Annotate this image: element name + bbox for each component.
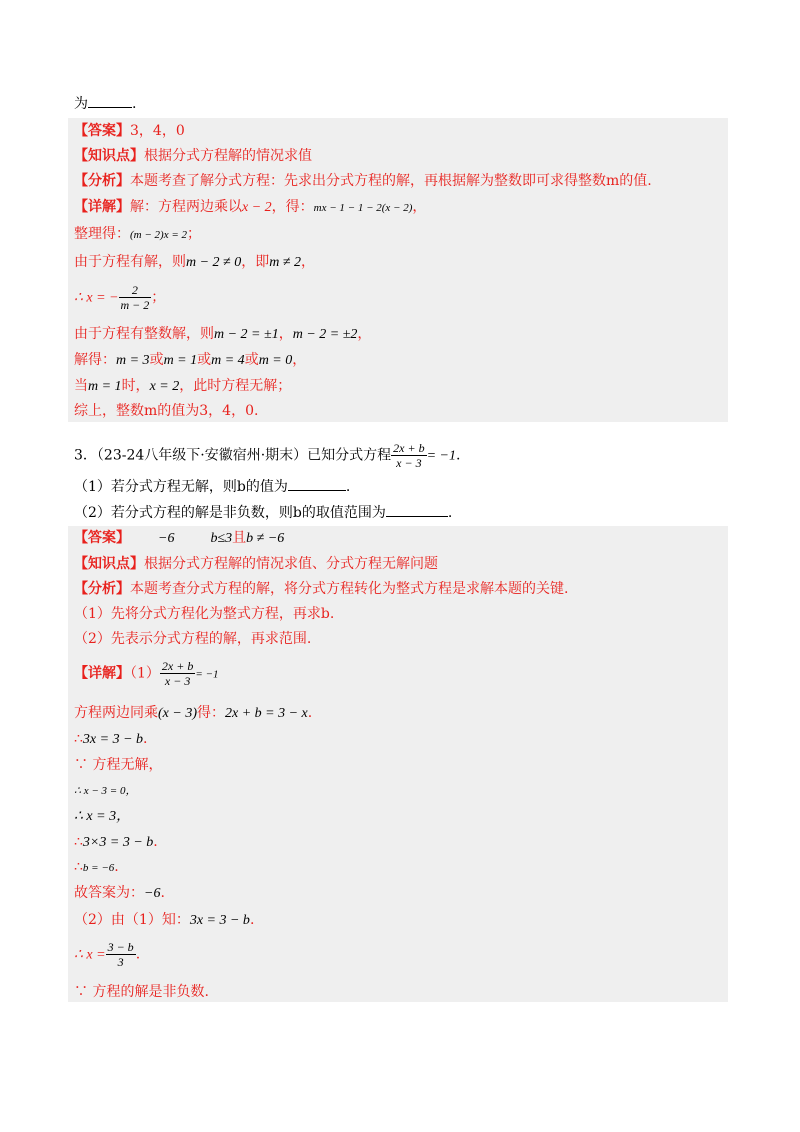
analysis-line [74, 578, 568, 600]
text: 或 [149, 352, 164, 368]
question-3 [74, 441, 460, 470]
text: 且 [232, 530, 247, 546]
text: . [153, 834, 158, 850]
text: ， [292, 352, 307, 368]
math: m − 2 ≠ 0 [186, 255, 242, 270]
detail-line-5 [74, 323, 371, 346]
text: . [160, 885, 165, 901]
answer-tag: 【答案】 [74, 530, 130, 546]
text: . [114, 859, 119, 875]
text: ∴ [74, 834, 83, 850]
math: (m − 2)x = 2 [130, 229, 187, 241]
detail-line-3 [74, 754, 162, 776]
text: 由于方程有整数解，则 [74, 326, 214, 342]
text: 故答案为： [74, 885, 144, 901]
blank [288, 476, 346, 491]
knowledge-line [74, 145, 312, 167]
text: （1） [130, 665, 160, 682]
analysis-text: 本题考查了解分式方程：先求出分式方程的解，再根据解为整数即可求得整数m的值. [130, 173, 652, 189]
blank [88, 93, 132, 108]
text: ∴ [74, 859, 83, 875]
math: ∴ x = [74, 947, 106, 963]
detail-line-7 [74, 375, 291, 398]
math: m = 1 [163, 353, 198, 368]
fraction [119, 283, 152, 312]
text: 得： [197, 705, 225, 721]
analysis-tag: 【分析】 [74, 173, 130, 189]
detail-line-1 [74, 196, 426, 219]
text: ∵ 方程无解， [74, 757, 163, 773]
detail-line-9 [74, 909, 254, 932]
text: . [132, 96, 137, 112]
math: x = 2 [149, 379, 180, 394]
detail-line-3 [74, 251, 315, 274]
knowledge-text: 根据分式方程解的情况求值、分式方程无解问题 [144, 556, 438, 572]
detail-tag: 【详解】 [74, 199, 130, 215]
numerator: 2 [119, 283, 152, 298]
text: . [143, 731, 148, 747]
numerator: 2x + b [393, 441, 425, 455]
detail-line-5 [74, 805, 130, 828]
detail-line-10 [74, 940, 140, 969]
math: ∴ x = 3， [74, 809, 131, 824]
answer-tag: 【答案】 [74, 123, 130, 139]
text: ， [412, 199, 427, 215]
question-3-part-1 [74, 476, 350, 498]
fraction [160, 659, 195, 688]
fraction [391, 441, 426, 470]
denominator: 3 [117, 955, 124, 969]
text: 方程两边同乘 [74, 705, 158, 721]
text: ； [187, 226, 201, 242]
math: −6 [144, 886, 161, 901]
analysis-line [74, 170, 652, 192]
detail-tag: 【详解】 [74, 665, 130, 682]
text: 当 [74, 378, 88, 394]
math: = −1 [195, 668, 219, 681]
knowledge-tag: 【知识点】 [74, 148, 144, 164]
text: ， [301, 254, 316, 270]
text: 3．（23-24八年级下·安徽宿州·期末）已知分式方程 [74, 447, 392, 464]
detail-line-11 [74, 981, 209, 1003]
math: = −1 [426, 448, 457, 464]
math: b ≠ −6 [246, 531, 285, 546]
text: 由于方程有解，则 [74, 254, 186, 270]
analysis-tag: 【分析】 [74, 581, 130, 597]
text: . [447, 505, 453, 521]
text: ∵ 方程的解是非负数. [74, 984, 209, 1000]
detail-line-2 [74, 223, 201, 246]
knowledge-text: 根据分式方程解的情况求值 [144, 148, 312, 164]
text: 为 [74, 96, 88, 112]
denominator: x − 3 [396, 456, 422, 470]
math: m = 3 [116, 353, 150, 368]
text: ，得： [271, 199, 314, 215]
text: （1）若分式方程无解，则b的值为 [74, 479, 288, 495]
text: 时， [121, 378, 150, 394]
detail-line-4 [74, 283, 165, 312]
answer-line [74, 120, 185, 142]
math: (x − 3) [158, 706, 197, 721]
math: b≤3 [210, 531, 233, 546]
detail-line-6 [74, 831, 158, 854]
text: 或 [244, 352, 259, 368]
math: m = 1 [88, 379, 122, 394]
text: . [135, 946, 141, 963]
text: ，即 [241, 254, 270, 270]
text: . [307, 705, 313, 721]
text: ， [357, 326, 372, 342]
text: . [249, 912, 255, 928]
text: ， [278, 326, 293, 342]
blank [386, 502, 448, 517]
detail-line-8 [74, 400, 258, 422]
carryover-line [74, 93, 136, 115]
text: 或 [197, 352, 212, 368]
text: . [345, 479, 351, 495]
detail-line-6 [74, 349, 306, 372]
math: −6 [158, 531, 175, 546]
math: 2x + b = 3 − x [225, 706, 308, 721]
text: 整理得： [74, 226, 130, 242]
numerator: 3 − b [107, 940, 134, 954]
knowledge-line [74, 553, 438, 575]
math: m ≠ 2 [269, 255, 302, 270]
denominator: x − 3 [164, 674, 191, 688]
math: m = 0 [258, 353, 293, 368]
text: （1）先将分式方程化为整式方程，再求b. [74, 606, 335, 622]
detail-line-4 [74, 779, 136, 802]
text: （2）先表示分式方程的解，再求范围. [74, 631, 312, 647]
text: （2）若分式方程的解是非负数，则b的取值范围为 [74, 505, 386, 521]
math: m − 2 = ±2 [292, 327, 358, 342]
knowledge-tag: 【知识点】 [74, 556, 144, 572]
math: 3×3 = 3 − b [82, 835, 154, 850]
math: mx − 1 − 1 − 2(x − 2) [313, 202, 413, 214]
numerator: 2x + b [161, 659, 194, 673]
math: x − 2 [242, 200, 272, 215]
math: ∴ x − 3 = 0， [74, 785, 137, 797]
math: ∴ x = − [74, 290, 119, 306]
text: ∴ [74, 731, 83, 747]
text: 解得： [74, 352, 116, 368]
text: 解：方程两边乘以 [130, 199, 242, 215]
answer-text: 3，4，0 [130, 123, 185, 139]
detail-line-7 [74, 856, 119, 879]
fraction [106, 940, 136, 969]
text: （2）由（1）知： [74, 912, 190, 928]
math: 3x = 3 − b [189, 913, 250, 928]
question-3-part-2 [74, 502, 452, 524]
answer-line [74, 527, 284, 550]
math: m = 4 [211, 353, 245, 368]
analysis-text: 本题考查分式方程的解，将分式方程转化为整式方程是求解本题的关键. [130, 581, 569, 597]
text: ，此时方程无解； [179, 378, 292, 394]
math: m − 2 = ±1 [214, 327, 279, 342]
analysis-line-3 [74, 628, 311, 650]
analysis-line-2 [74, 603, 334, 625]
denominator: m − 2 [120, 298, 150, 312]
text: 综上，整数m的值为3，4，0. [74, 403, 259, 419]
math: 3x = 3 − b [82, 732, 144, 747]
text: ； [151, 289, 166, 306]
detail-line-0 [74, 659, 218, 688]
detail-line-8 [74, 882, 165, 905]
math: b = −6 [82, 862, 115, 874]
detail-line-1 [74, 702, 312, 725]
text: . [456, 447, 461, 464]
detail-line-2 [74, 728, 147, 751]
